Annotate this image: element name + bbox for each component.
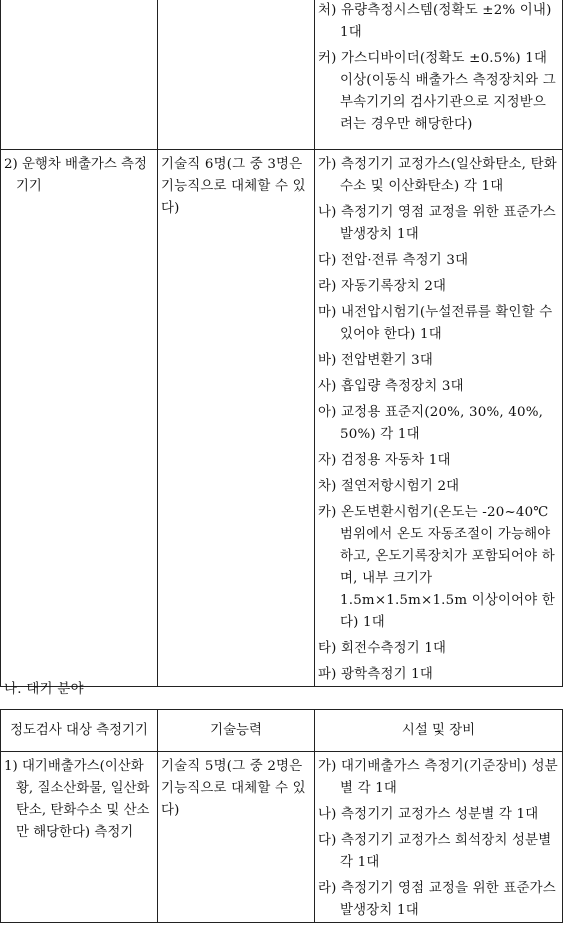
list-item: 타) 회전수측정기 1대 (318, 641, 447, 656)
list-item: 나) 측정기기 교정가스 성분별 각 1대 (318, 807, 539, 822)
list-item: 라) 측정기기 영점 교정을 위한 표준가스발생장치 1대 (318, 881, 556, 918)
table-row (1, 752, 563, 923)
list-item: 다) 전압·전류 측정기 3대 (318, 253, 469, 268)
list-item: 가) 대기배출가스 측정기(기준장비) 성분별 각 1대 (318, 759, 558, 796)
column-header: 기술능력 (158, 710, 315, 752)
tech-cell (158, 150, 315, 687)
table-row (1, 150, 563, 687)
target-cell (1, 150, 158, 687)
target-label: 1) 대기배출가스(이산화황, 질소산화물, 일산화탄소, 탄화수소 및 산소만 해당한다) 측정기 (4, 759, 150, 840)
list-item: 라) 자동기록장치 2대 (318, 279, 447, 294)
list-item: 커) 가스디바이더(정확도 ±0.5%) 1대 이상(이동식 배출가스 측정장치와 그 부속기기의 검사기관으로 지정받으려는 경우만 해당한다) (318, 51, 556, 132)
target-cell (1, 752, 158, 923)
equipment-cell (315, 150, 563, 687)
column-header: 정도검사 대상 측정기기 (1, 710, 158, 752)
list-item: 아) 교정용 표준지(20%, 30%, 40%, 50%) 각 1대 (318, 405, 544, 442)
list-item: 차) 절연저항시험기 2대 (318, 479, 460, 494)
tech-label: 기술직 6명(그 중 3명은 기능직으로 대체할 수 있다) (161, 157, 306, 216)
tech-cell (158, 752, 315, 923)
list-item: 마) 내전압시험기(누설전류를 확인할 수 있어야 한다) 1대 (318, 305, 553, 342)
tech-label: 기술직 5명(그 중 2명은 기능직으로 대체할 수 있다) (161, 759, 306, 818)
equipment-cell (315, 752, 563, 923)
list-item: 처) 유량측정시스템(정확도 ±2% 이내) 1대 (318, 3, 552, 40)
list-item: 파) 광학측정기 1대 (318, 667, 434, 682)
air-equipment-table (0, 709, 563, 923)
list-item: 카) 온도변환시험기(온도는 -20~40℃ 범위에서 온도 자동조절이 가능해야 하고, 온도기록장치가 포함되어야 하며, 내부 크기가 1.5m×1.5m×1.5m 이상이어야 한다) 1대 (318, 505, 555, 630)
equipment-cell (315, 0, 563, 150)
list-item: 자) 검정용 자동차 1대 (318, 453, 451, 468)
list-item: 나) 측정기기 영점 교정을 위한 표준가스발생장치 1대 (318, 205, 556, 242)
tech-cell-empty (158, 0, 315, 150)
table-header-row (1, 710, 563, 752)
section-title: 나. 대기 분야 (4, 682, 84, 697)
list-item: 사) 흡입량 측정장치 3대 (318, 379, 464, 394)
list-item: 다) 측정기기 교정가스 희석장치 성분별 각 1대 (318, 833, 552, 870)
target-label: 2) 운행차 배출가스 측정기기 (4, 157, 147, 194)
list-item: 가) 측정기기 교정가스(일산화탄소, 탄화수소 및 이산화탄소) 각 1대 (318, 157, 557, 194)
target-cell-empty (1, 0, 158, 150)
column-header: 시설 및 장비 (315, 710, 563, 752)
list-item: 바) 전압변환기 3대 (318, 353, 434, 368)
table-row (1, 0, 563, 150)
